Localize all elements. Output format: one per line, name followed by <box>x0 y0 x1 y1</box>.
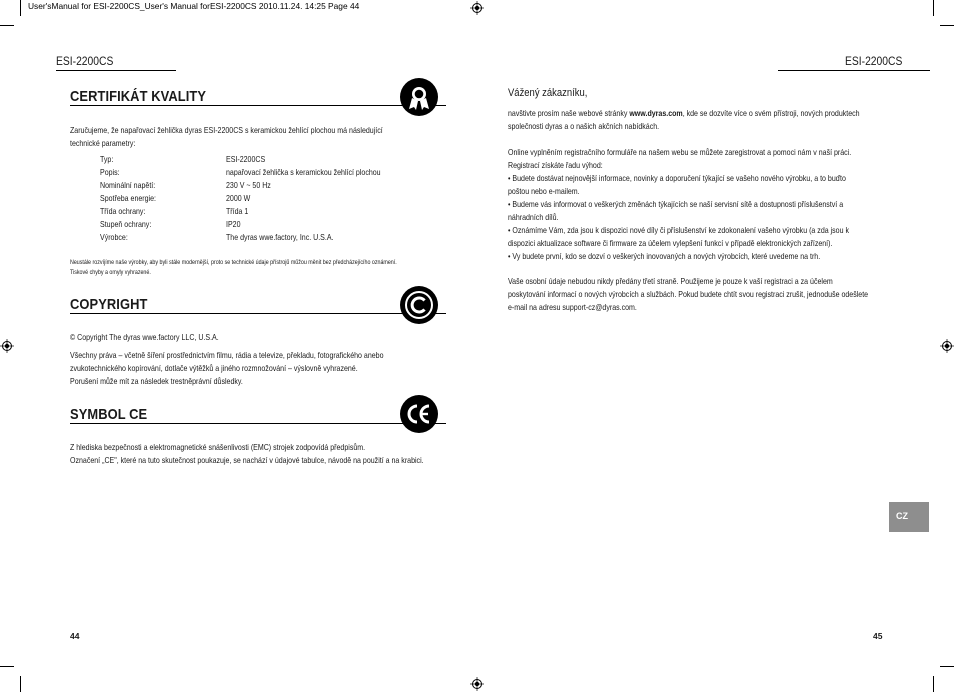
quality-note: Neustále rozvíjíme naše výrobky, aby byli stále modernější, proto se technické údaje přístrojů můžou měnit bez předcházejícího oznámení. Tiskové chyby a omyly vyhrazené. <box>70 259 397 276</box>
copyright-symbol-icon <box>399 285 439 325</box>
ce-title: SYMBOL CE <box>70 406 148 423</box>
ce-mark-icon <box>399 394 439 434</box>
model-header-left: ESI-2200CS <box>56 54 114 68</box>
registration-mark-bottom-icon <box>470 677 484 691</box>
spec-value: Třída 1 <box>226 207 249 216</box>
page-number-right: 45 <box>873 631 883 641</box>
registration-paragraph: Online vyplněním registračního formuláře na našem webu se můžete zaregistrovat a pomoci nám v naší práci. Registrací získáte řadu výhod: • Budete dostávat nejnovější informace, novinky a doporučení týkající se vašeho nového výrobku, a to buďto poštou nebo e-mailem. • Budeme vás informovat o veškerých změnách týkajících se naší servisní sítě a dostupnosti příslušenství a náhradních dílů. • Oznámíme Vám, zda jsou k dispozici nové díly či příslušenství ke zdokonalení vašeho výrobku (a zda jsou k dispozici aktualizace software či firmware za účelem vylepšení funkcí v případě elektronických zařízení). • Vy budete první, kdo se dozví o veškerých inovovaných a nových výrobcích, které uvedeme na trh. <box>508 148 852 261</box>
spec-label: Spotřeba energie: <box>100 194 156 203</box>
spec-label: Stupeň ochrany: <box>100 220 152 229</box>
quality-intro: Zaručujeme, že napařovací žehlička dyras ESI-2200CS s keramickou žehlící plochou má následující technické parametry: <box>70 126 383 148</box>
copyright-paragraph: Všechny práva – včetně šíření prostřednictvím filmu, rádia a televize, překladu, fotografického anebo zvukotechnického kopírování, dotlače výtěžků a jiného rozmnožování – výslovně vyhrazené. Porušení může mít za následek trestněprávní důsledky. <box>70 351 384 386</box>
spec-value: 2000 W <box>226 194 251 203</box>
spec-label: Nominální napětí: <box>100 181 156 190</box>
spec-label: Třída ochrany: <box>100 207 146 216</box>
quality-rule <box>70 105 446 106</box>
privacy-paragraph: Vaše osobní údaje nebudou nikdy předány třetí straně. Použijeme je pouze k vaší registraci a za účelem poskytování informací o nových výrobcích a službách. Pokud budete chtít svou registraci zrušit, jednoduše odešlete e-mail na adresu support-cz@dyras.com. <box>508 277 869 312</box>
ce-paragraph: Z hlediska bezpečnosti a elektromagnetické snášenlivosti (EMC) strojek zodpovídá předpisům. Označení „CE", které na tuto skutečnost poukazuje, se nachází v údajové tabulce, návodě na použití a na krabici. <box>70 443 424 465</box>
spec-label: Výrobce: <box>100 233 128 242</box>
copyright-line: © Copyright The dyras wwe.factory LLC, U.S.A. <box>70 333 219 342</box>
header-rule-left <box>56 70 176 71</box>
copyright-rule <box>70 313 446 314</box>
spec-label: Popis: <box>100 168 120 177</box>
print-slug: User'sManual for ESI-2200CS_User's Manual forESI-2200CS 2010.11.24. 14:25 Page 44 <box>28 1 360 11</box>
spec-label: Typ: <box>100 155 114 164</box>
language-tab-label: CZ <box>896 511 908 521</box>
copyright-title: COPYRIGHT <box>70 296 148 313</box>
registration-mark-right-icon <box>940 339 954 353</box>
website-link[interactable]: www.dyras.com <box>629 109 683 118</box>
spec-value: ESI-2200CS <box>226 155 266 164</box>
spec-value: IP20 <box>226 220 241 229</box>
greeting: Vážený zákazníku, <box>508 87 588 99</box>
registration-mark-top-icon <box>470 1 484 15</box>
model-header-right: ESI-2200CS <box>845 54 903 68</box>
spec-value: napařovací žehlička s keramickou žehlící plochou <box>226 168 381 177</box>
intro-paragraph: navštivte prosím naše webové stránky www.dyras.com, kde se dozvíte více o svém přístroji, nových produktech společnosti dyras a o našich akčních nabídkách. <box>508 109 860 131</box>
page-number-left: 44 <box>70 631 80 641</box>
quality-title: CERTIFIKÁT KVALITY <box>70 88 207 105</box>
spec-value: The dyras wwe.factory, Inc. U.S.A. <box>226 233 334 242</box>
ce-rule <box>70 423 446 424</box>
language-tab <box>889 502 929 532</box>
header-rule-right <box>778 70 930 71</box>
quality-seal-icon <box>399 77 439 117</box>
spec-value: 230 V ~ 50 Hz <box>226 181 271 190</box>
registration-mark-left-icon <box>0 339 14 353</box>
